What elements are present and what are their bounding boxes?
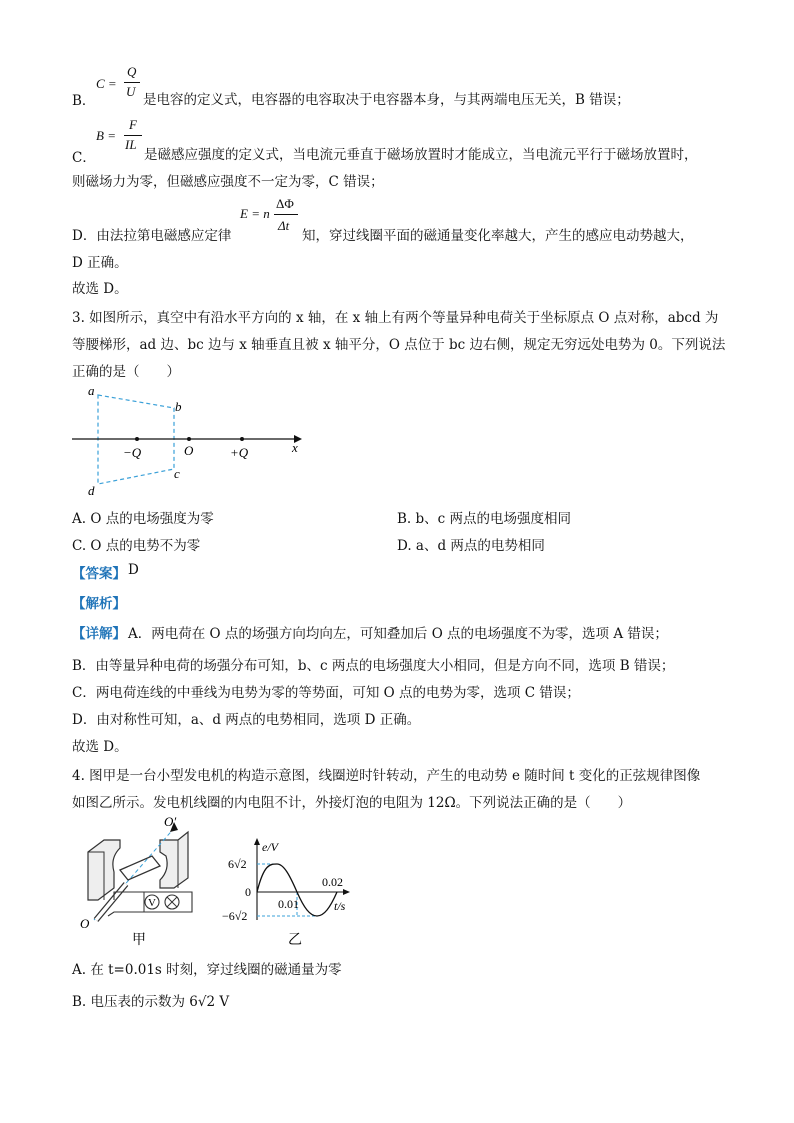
y-axis-label: e/V — [262, 840, 278, 854]
pos-charge-point — [240, 437, 244, 441]
label-x: x — [292, 440, 298, 455]
answer-value: D — [128, 562, 139, 578]
q3-option-b: B. b、c 两点的电场强度相同 — [397, 511, 571, 527]
option-d-text: 知，穿过线圈平面的磁通量变化率越大，产生的感应电动势越大， — [302, 228, 694, 244]
formula-c-denominator: U — [126, 84, 136, 99]
label-o-prime: O′ — [164, 814, 177, 829]
q4-line2: 如图乙所示。发电机线圈的内电阻不计，外接灯泡的电阻为 12Ω。下列说法正确的是（ ） — [72, 795, 632, 811]
option-c-text: 是磁感应强度的定义式，当电流元垂直于磁场放置时才能成立，当电流元平行于磁场放置时， — [144, 147, 698, 163]
caption-yi: 乙 — [288, 933, 302, 948]
formula-b-numerator: F — [129, 117, 137, 132]
neg-charge-point — [135, 437, 139, 441]
fraction-bar — [124, 82, 140, 83]
formula-c-numerator: Q — [127, 64, 137, 79]
y-bottom-tick: −6√2 — [222, 909, 248, 923]
analysis-label: 【解析】 — [72, 596, 126, 612]
label-d: d — [88, 483, 95, 498]
coil — [120, 856, 160, 880]
formula-e-denominator: Δt — [278, 218, 290, 233]
q3-line2: 等腰梯形，ad 边、bc 边与 x 轴垂直且被 x 轴平分，O 点位于 bc 边右侧，规定无穷远处电势为 0。下列说法 — [72, 337, 726, 353]
label-b: b — [175, 399, 182, 414]
option-d-prefix: D．由法拉第电磁感应定律 — [72, 228, 232, 244]
fraction-bar — [274, 214, 298, 215]
x-axis-label: t/s — [334, 899, 346, 913]
detail-c: C．两电荷连线的中垂线为电势为零的等势面，可知 O 点的电势为零，选项 C 错误； — [72, 685, 580, 701]
formula-b-denominator: IL — [125, 137, 137, 152]
t2-tick: 0.02 — [322, 875, 343, 889]
label-o-axis: O — [80, 916, 90, 931]
option-d-text-line2: D 正确。 — [72, 255, 128, 271]
y-zero-tick: 0 — [245, 885, 251, 899]
formula-c-lhs: C = — [96, 76, 117, 91]
generator-figure — [74, 812, 214, 952]
answer-label: 【答案】 — [72, 566, 126, 582]
origin-point — [187, 437, 191, 441]
label-a: a — [88, 383, 95, 398]
q3-line3: 正确的是（ ） — [72, 364, 180, 380]
option-c-text-line2: 则磁场力为零，但磁感应强度不一定为零，C 错误； — [72, 174, 384, 190]
q3-option-c: C. O 点的电势不为零 — [72, 538, 201, 554]
label-neg-q: −Q — [123, 445, 142, 460]
q4-option-a: A. 在 t=0.01s 时刻，穿过线圈的磁通量为零 — [72, 962, 342, 978]
pick-d: 故选 D。 — [72, 739, 128, 755]
detail-a: A．两电荷在 O 点的场强方向均向左，可知叠加后 O 点的电场强度不为零，选项 A 错误； — [128, 626, 668, 642]
caption-jia: 甲 — [132, 933, 146, 948]
formula-e-lhs: E = n — [240, 206, 270, 221]
detail-b: B．由等量异种电荷的场强分布可知，b、c 两点的电场强度大小相同，但是方向不同，选项 B 错误； — [72, 658, 675, 674]
detail-label: 【详解】 — [72, 626, 126, 642]
option-c-prefix: C． — [72, 150, 96, 166]
voltmeter-label: V — [148, 897, 156, 909]
label-pos-q: +Q — [230, 445, 249, 460]
option-b-text: 是电容的定义式，电容器的电容取决于电容器本身，与其两端电压无关，B 错误； — [143, 92, 630, 108]
emf-sine-graph — [222, 836, 362, 952]
right-magnet — [160, 832, 188, 888]
y-top-tick: 6√2 — [228, 857, 247, 871]
q4-option-b: B. 电压表的示数为 6√2 V — [72, 994, 230, 1010]
q3-line1: 3. 如图所示，真空中有沿水平方向的 x 轴，在 x 轴上有两个等量异种电荷关于坐标原点 O 点对称，abcd 为 — [72, 310, 719, 326]
option-b-prefix: B． — [72, 93, 96, 109]
formula-e-numerator: ΔΦ — [276, 196, 294, 211]
detail-d: D．由对称性可知，a、d 两点的电势相同，选项 D 正确。 — [72, 712, 421, 728]
answer-pick-1: 故选 D。 — [72, 281, 128, 297]
q4-line1: 4. 图甲是一台小型发电机的构造示意图，线圈逆时针转动，产生的电动势 e 随时间 t 变化的正弦规律图像 — [72, 768, 701, 784]
q3-trapezoid-figure — [70, 382, 320, 502]
formula-b-lhs: B = — [96, 128, 116, 143]
q3-option-d: D. a、d 两点的电势相同 — [397, 538, 545, 554]
label-c: c — [174, 466, 180, 481]
t1-tick: 0.01 — [278, 897, 299, 911]
fraction-bar — [124, 135, 142, 136]
q3-option-a: A. O 点的电场强度为零 — [72, 511, 214, 527]
label-o: O — [184, 443, 194, 458]
